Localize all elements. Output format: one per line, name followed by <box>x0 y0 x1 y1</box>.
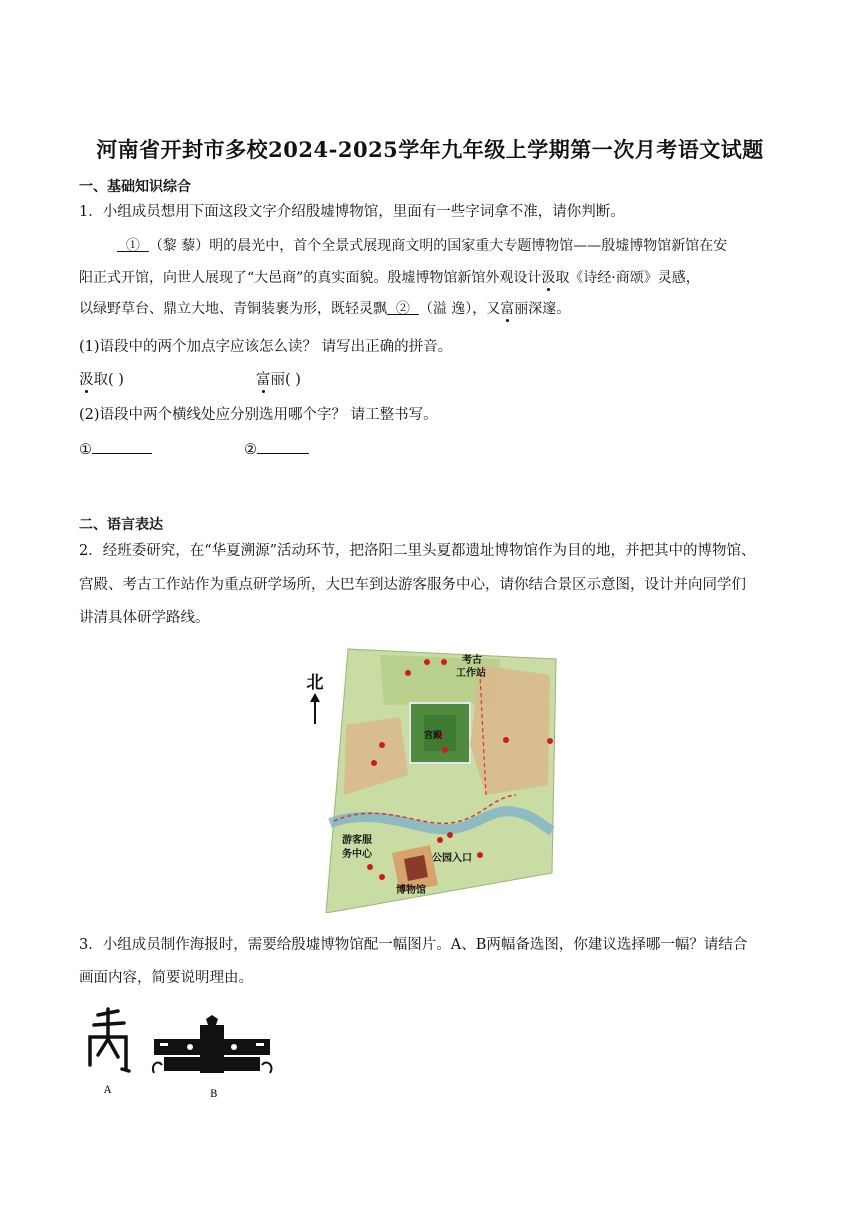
label-gongdian: 宫殿 <box>424 731 443 741</box>
dotted-char-ji: 汲 <box>541 270 556 286</box>
question-2-line-1: 2．经班委研究，在“华夏溯源”活动环节，把洛阳二里头夏都遗址博物馆作为目的地，并把其中的博物馆、 <box>79 543 756 559</box>
label-a: A <box>104 1085 112 1095</box>
question-1-intro: 1．小组成员想用下面这段文字介绍殷墟博物馆，里面有一些字词拿不准，请你判断。 <box>79 204 625 220</box>
label-kaogu-2: 工作站 <box>456 668 486 679</box>
section-heading-basic: 一、基础知识综合 <box>79 179 191 195</box>
option-b-pattern-image <box>150 1015 275 1100</box>
option-a-glyph-image <box>84 1005 134 1095</box>
question-2-line-3: 讲清具体研学路线。 <box>79 610 210 626</box>
char-answer-2[interactable]: ② <box>244 439 309 460</box>
pinyin-answer-1: 汲取( ) <box>79 372 124 388</box>
label-b: B <box>210 1089 218 1100</box>
scenic-area-map <box>320 645 560 913</box>
passage-blank-1: ① <box>125 238 140 254</box>
label-museum: 博物馆 <box>396 885 426 896</box>
north-label: 北 <box>306 673 324 693</box>
label-youke-2: 务中心 <box>342 849 372 860</box>
label-kaogu-1: 考古 <box>462 655 482 666</box>
passage-line-2: 阳正式开馆，向世人展现了“大邑商”的真实面貌。殷墟博物馆新馆外观设计汲取《诗经·商颂》灵感， <box>79 270 700 286</box>
label-entrance: 公园入口 <box>432 853 472 864</box>
passage-line-3: 以绿野草台、鼎立大地、青铜装裹为形，既轻灵飘 ② （溢 逸），又富丽深邃。 <box>79 301 571 317</box>
sub-question-2: (2)语段中两个横线处应分别选用哪个字？ 请工整书写。 <box>79 407 438 423</box>
char-answer-1[interactable]: ① <box>79 439 152 460</box>
label-youke-1: 游客服 <box>342 835 372 846</box>
question-2-line-2: 宫殿、考古工作站作为重点研学场所，大巴车到达游客服务中心，请你结合景区示意图，设计并向同学们 <box>79 577 746 593</box>
pinyin-answer-2: 富丽( ) <box>256 372 301 388</box>
exam-title: 河南省开封市多校2024-2025学年九年级上学期第一次月考语文试题 <box>96 137 764 162</box>
dotted-char-fu: 富 <box>500 301 515 317</box>
section-heading-expression: 二、语言表达 <box>79 517 163 533</box>
sub-question-1: (1)语段中的两个加点字应该怎么读？ 请写出正确的拼音。 <box>79 339 453 355</box>
question-3-line-1: 3．小组成员制作海报时，需要给殷墟博物馆配一幅图片。A、B两幅备选图，你建议选择哪一幅？请结合 <box>79 937 748 953</box>
passage-line-1: ① （黎 藜）明的晨光中，首个全景式展现商文明的国家重大专题博物馆——殷墟博物馆新馆在安 <box>117 236 727 256</box>
question-3-line-2: 画面内容，简要说明理由。 <box>79 970 253 986</box>
passage-blank-2: ② <box>395 301 410 317</box>
